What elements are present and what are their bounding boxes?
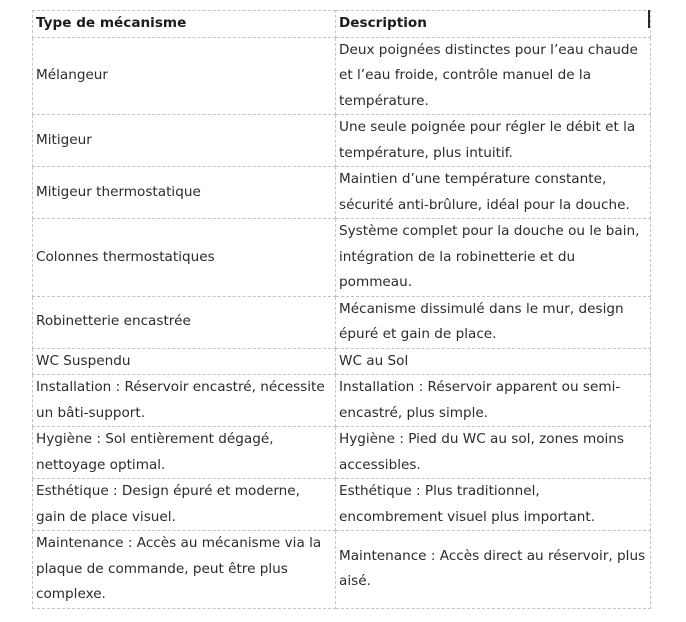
table-row	[33, 479, 651, 531]
table-row	[33, 167, 651, 219]
table-cell: Installation : Réservoir apparent ou semi-encastré, plus simple.	[336, 375, 651, 427]
table-cell: Une seule poignée pour régler le débit et la température, plus intuitif.	[336, 115, 651, 167]
table-header-row	[33, 11, 651, 38]
comparison-table-container	[32, 10, 650, 609]
table-row	[33, 115, 651, 167]
table-cell: Maintenance : Accès au mécanisme via la plaque de commande, peut être plus complexe.	[33, 531, 336, 609]
table-row	[33, 348, 651, 375]
table-row	[33, 531, 651, 609]
table-cell: Mitigeur thermostatique	[33, 167, 336, 219]
text-cursor-mark	[648, 10, 650, 28]
table-cell: Maintien d’une température constante, sécurité anti-brûlure, idéal pour la douche.	[336, 167, 651, 219]
table-cell: Robinetterie encastrée	[33, 296, 336, 348]
table-cell: Hygiène : Sol entièrement dégagé, nettoyage optimal.	[33, 427, 336, 479]
table-cell: Maintenance : Accès direct au réservoir, plus aisé.	[336, 531, 651, 609]
table-cell: Mitigeur	[33, 115, 336, 167]
table-cell: WC Suspendu	[33, 348, 336, 375]
table-cell: Colonnes thermostatiques	[33, 219, 336, 297]
header-type: Type de mécanisme	[33, 11, 336, 38]
header-description: Description	[336, 11, 651, 38]
table-cell: Système complet pour la douche ou le bain, intégration de la robinetterie et du pommeau.	[336, 219, 651, 297]
table-row	[33, 375, 651, 427]
table-cell: Hygiène : Pied du WC au sol, zones moins accessibles.	[336, 427, 651, 479]
table-row	[33, 37, 651, 115]
table-cell: Deux poignées distinctes pour l’eau chaude et l’eau froide, contrôle manuel de la température.	[336, 37, 651, 115]
table-row	[33, 296, 651, 348]
table-cell: Installation : Réservoir encastré, nécessite un bâti-support.	[33, 375, 336, 427]
comparison-table	[32, 10, 651, 609]
table-row	[33, 219, 651, 297]
table-cell: Mélangeur	[33, 37, 336, 115]
table-row	[33, 427, 651, 479]
table-cell: Esthétique : Plus traditionnel, encombrement visuel plus important.	[336, 479, 651, 531]
table-cell: Mécanisme dissimulé dans le mur, design épuré et gain de place.	[336, 296, 651, 348]
table-cell: Esthétique : Design épuré et moderne, gain de place visuel.	[33, 479, 336, 531]
table-cell: WC au Sol	[336, 348, 651, 375]
